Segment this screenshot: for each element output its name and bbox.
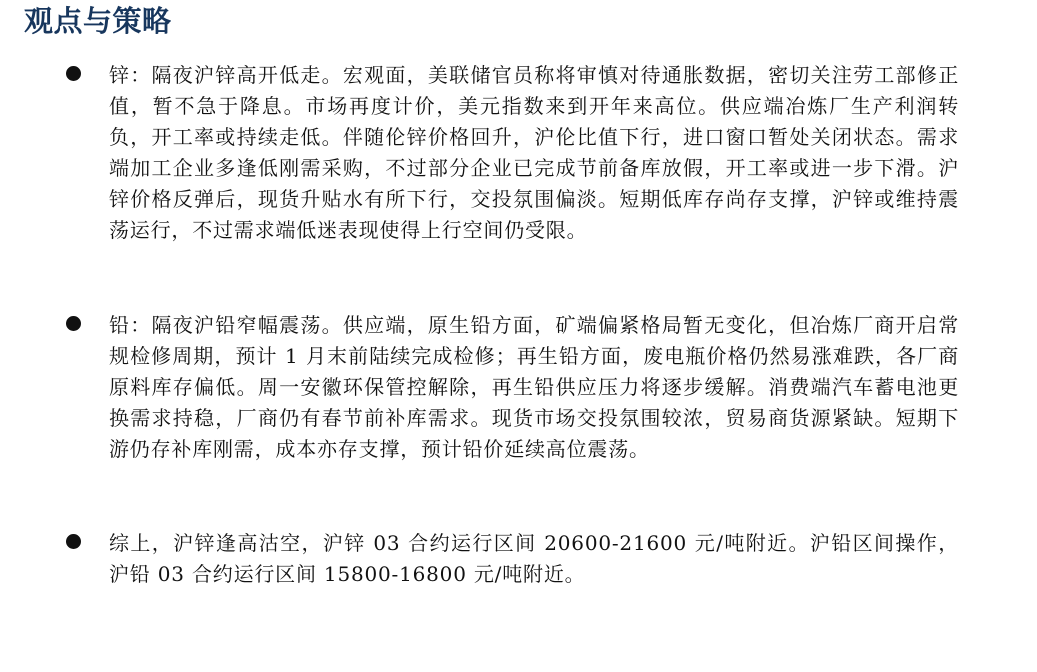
section-title: 观点与策略 [24, 4, 172, 38]
bullet-dot-icon [66, 316, 81, 331]
summary-paragraph: 综上，沪锌逢高沽空，沪锌 03 合约运行区间 20600-21600 元/吨附近。沪铅区间操作，沪铅 03 合约运行区间 15800-16800 元/吨附近。 [109, 531, 959, 586]
lead-paragraph: 铅：隔夜沪铅窄幅震荡。供应端，原生铅方面，矿端偏紧格局暂无变化，但冶炼厂商开启常规检修周期，预计 1 月末前陆续完成检修；再生铅方面，废电瓶价格仍然易涨难跌，各厂商原料库存偏低。周一安徽环保管控解除，再生铅供应压力将逐步缓解。消费端汽车蓄电池更换需求持稳，厂商仍有春节前补库需求。现货市场交投氛围较浓，贸易商货源紧缺。短期下游仍存补库刚需，成本亦存支撑，预计铅价延续高位震荡。 [109, 313, 959, 461]
bullet-dot-icon [66, 66, 81, 81]
zinc-paragraph: 锌：隔夜沪锌高开低走。宏观面，美联储官员称将审慎对待通胀数据，密切关注劳工部修正值，暂不急于降息。市场再度计价，美元指数来到开年来高位。供应端冶炼厂生产利润转负，开工率或持续走低。伴随伦锌价格回升，沪伦比值下行，进口窗口暂处关闭状态。需求端加工企业多逢低刚需采购，不过部分企业已完成节前备库放假，开工率或进一步下滑。沪锌价格反弹后，现货升贴水有所下行，交投氛围偏淡。短期低库存尚存支撑，沪锌或维持震荡运行，不过需求端低迷表现使得上行空间仍受限。 [109, 63, 959, 242]
bullet-dot-icon [66, 534, 81, 549]
